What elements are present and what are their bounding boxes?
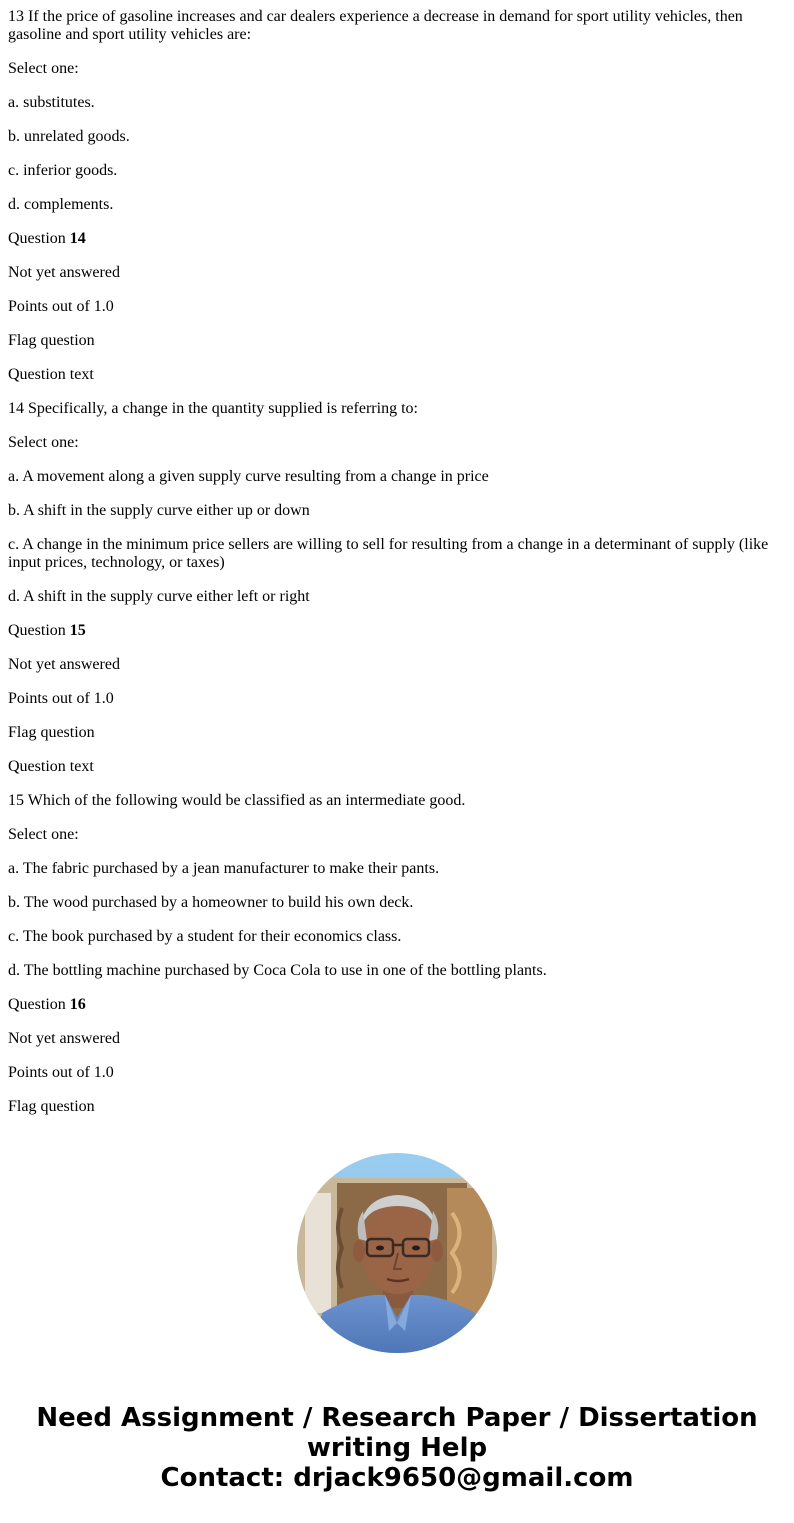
question-14-option-c[interactable]: c. A change in the minimum price sellers are willing to sell for resulting from a change in a determinant of supply (like input prices, technology, or taxes) — [8, 536, 769, 571]
question-13-option-a[interactable]: a. substitutes. — [8, 94, 95, 111]
question-14-option-a[interactable]: a. A movement along a given supply curve resulting from a change in price — [8, 468, 489, 485]
question-15-select-label: Select one: — [8, 826, 79, 843]
question-13-option-d[interactable]: d. complements. — [8, 196, 114, 213]
question-15-option-b[interactable]: b. The wood purchased by a homeowner to build his own deck. — [8, 894, 414, 911]
question-13-text: 13 If the price of gasoline increases and car dealers experience a decrease in demand for sport utility vehicles, then gasoline and sport utility vehicles are: — [8, 8, 743, 43]
question-15-text-label: Question text — [8, 758, 94, 775]
question-14-option-b[interactable]: b. A shift in the supply curve either up or down — [8, 502, 310, 519]
question-14-option-d[interactable]: d. A shift in the supply curve either left or right — [8, 588, 310, 605]
question-13-select-label: Select one: — [8, 60, 79, 77]
question-16-prefix: Question — [8, 996, 70, 1013]
question-14-prefix: Question — [8, 230, 70, 247]
question-14-text: 14 Specifically, a change in the quantity supplied is referring to: — [8, 400, 418, 417]
avatar-portrait-icon — [297, 1153, 497, 1353]
question-16-status: Not yet answered — [8, 1030, 120, 1047]
question-14-points: Points out of 1.0 — [8, 298, 114, 315]
question-15-option-d[interactable]: d. The bottling machine purchased by Coca Cola to use in one of the bottling plants. — [8, 962, 547, 979]
quiz-content — [8, 8, 786, 1132]
question-14-text-label: Question text — [8, 366, 94, 383]
question-16-heading — [8, 996, 786, 1014]
question-16-points: Points out of 1.0 — [8, 1064, 114, 1081]
question-15-points: Points out of 1.0 — [8, 690, 114, 707]
question-15-text: 15 Which of the following would be classified as an intermediate good. — [8, 792, 466, 809]
footer-contact: Contact: drjack9650@gmail.com — [160, 1463, 634, 1493]
question-14-heading — [8, 230, 786, 248]
avatar — [297, 1153, 497, 1353]
question-15-prefix: Question — [8, 622, 70, 639]
question-14-status: Not yet answered — [8, 264, 120, 281]
contact-footer — [0, 1403, 794, 1493]
question-15-heading — [8, 622, 786, 640]
question-14-flag[interactable]: Flag question — [8, 332, 95, 349]
question-14-select-label: Select one: — [8, 434, 79, 451]
footer-headline: Need Assignment / Research Paper / Dissertation writing Help — [36, 1403, 758, 1463]
question-15-flag[interactable]: Flag question — [8, 724, 95, 741]
question-15-number: 15 — [69, 622, 86, 639]
question-16-number: 16 — [69, 996, 86, 1013]
question-16-flag[interactable]: Flag question — [8, 1098, 95, 1115]
question-15-status: Not yet answered — [8, 656, 120, 673]
question-13-option-b[interactable]: b. unrelated goods. — [8, 128, 130, 145]
question-15-option-a[interactable]: a. The fabric purchased by a jean manufacturer to make their pants. — [8, 860, 440, 877]
question-15-option-c[interactable]: c. The book purchased by a student for their economics class. — [8, 928, 402, 945]
question-14-number: 14 — [69, 230, 86, 247]
question-13-option-c[interactable]: c. inferior goods. — [8, 162, 118, 179]
